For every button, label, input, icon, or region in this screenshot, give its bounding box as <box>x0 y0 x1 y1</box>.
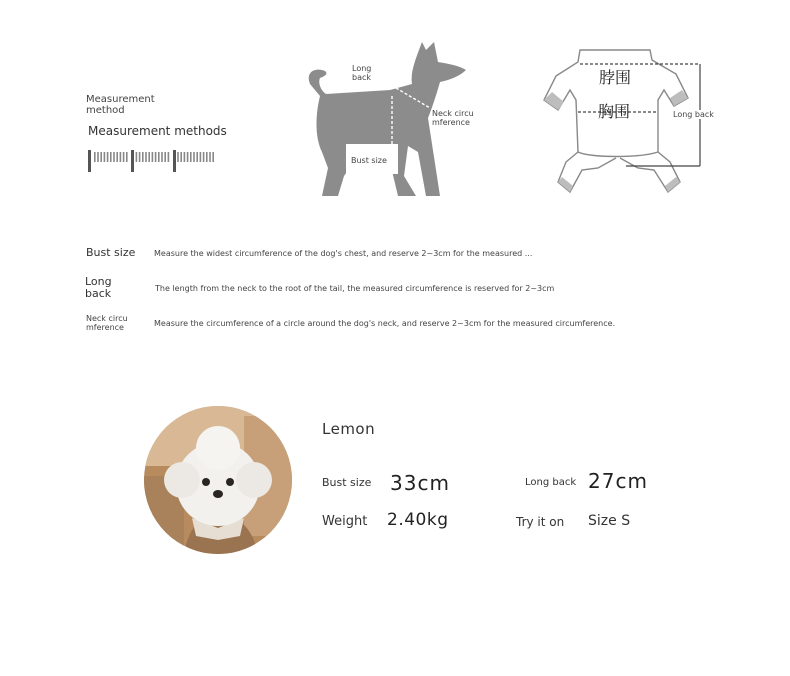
desc-bust-size: Measure the widest circumference of the dog's chest, and reserve 2~3cm for the measured ... <box>154 249 533 258</box>
measurement-method-label: Measurement method <box>86 94 155 116</box>
term-long-back: Long back <box>85 275 112 300</box>
model-try-label: Try it on <box>516 515 565 529</box>
model-name: Lemon <box>322 420 376 438</box>
ruler-icon <box>86 148 218 174</box>
dog-bust-label: Bust size <box>351 156 387 165</box>
term-bust-size: Bust size <box>86 246 136 259</box>
dog-neck-label: Neck circu mference <box>432 109 474 127</box>
term-neck: Neck circu mference <box>86 314 128 332</box>
garment-neck-cn: 脖围 <box>599 68 632 87</box>
model-bust-label: Bust size <box>322 476 372 489</box>
dog-photo <box>144 406 292 554</box>
model-long-back-label: Long back <box>525 477 577 488</box>
model-long-back-value: 27cm <box>588 469 648 493</box>
garment-chest-cn: 胸围 <box>598 102 631 121</box>
desc-neck: Measure the circumference of a circle around the dog's neck, and reserve 2~3cm for the measured circumference. <box>154 319 616 328</box>
model-weight-label: Weight <box>322 514 368 529</box>
model-weight-value: 2.40kg <box>387 510 449 530</box>
model-try-value: Size S <box>588 513 631 529</box>
measurement-methods-title: Measurement methods <box>88 124 227 138</box>
model-bust-value: 33cm <box>390 471 450 495</box>
garment-long-back-label: Long back <box>673 110 714 119</box>
desc-long-back: The length from the neck to the root of the tail, the measured circumference is reserved for 2~3cm <box>155 284 555 293</box>
dog-long-back-label: Long back <box>352 64 372 82</box>
